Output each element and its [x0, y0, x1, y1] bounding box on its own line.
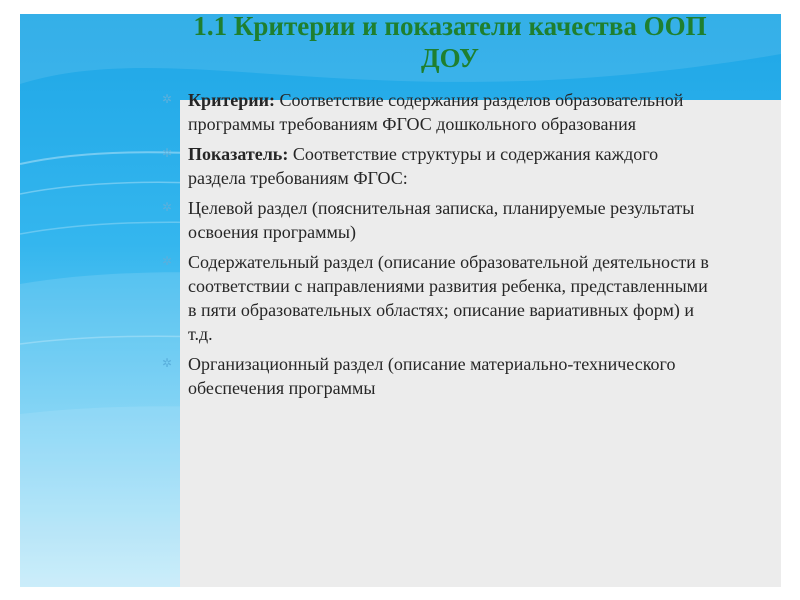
- bullet-text: Содержательный раздел (описание образовательной деятельности в соответствии с направлениями развития ребенка, представленными в пяти образовательных областях; описание вариативных форм) и т.д.: [188, 252, 709, 344]
- bullet-label: Критерии:: [188, 90, 276, 110]
- bullet-text: Соответствие содержания разделов образовательной программы требованиям ФГОС дошкольного образования: [188, 90, 684, 134]
- bullet-item: [160, 250, 720, 346]
- bullet-text: Организационный раздел (описание материально-технического обеспечения программы: [188, 354, 676, 398]
- star-bullet-icon: ✲: [162, 146, 173, 160]
- bullet-item: [160, 88, 720, 136]
- slide-title: 1.1 Критерии и показатели качества ООП ДОУ: [193, 11, 707, 73]
- bullet-list: [160, 88, 720, 406]
- bullet-label: Показатель:: [188, 144, 289, 164]
- star-bullet-icon: ✲: [162, 254, 173, 268]
- bullet-item: [160, 352, 720, 400]
- bullet-item: [160, 142, 720, 190]
- bullet-text: Соответствие структуры и содержания каждого раздела требованиям ФГОС:: [188, 144, 659, 188]
- bullet-text: Целевой раздел (пояснительная записка, планируемые результаты освоения программы): [188, 198, 695, 242]
- bullet-item: [160, 196, 720, 244]
- star-bullet-icon: ✲: [162, 92, 173, 106]
- star-bullet-icon: ✲: [162, 200, 173, 214]
- star-bullet-icon: ✲: [162, 356, 173, 370]
